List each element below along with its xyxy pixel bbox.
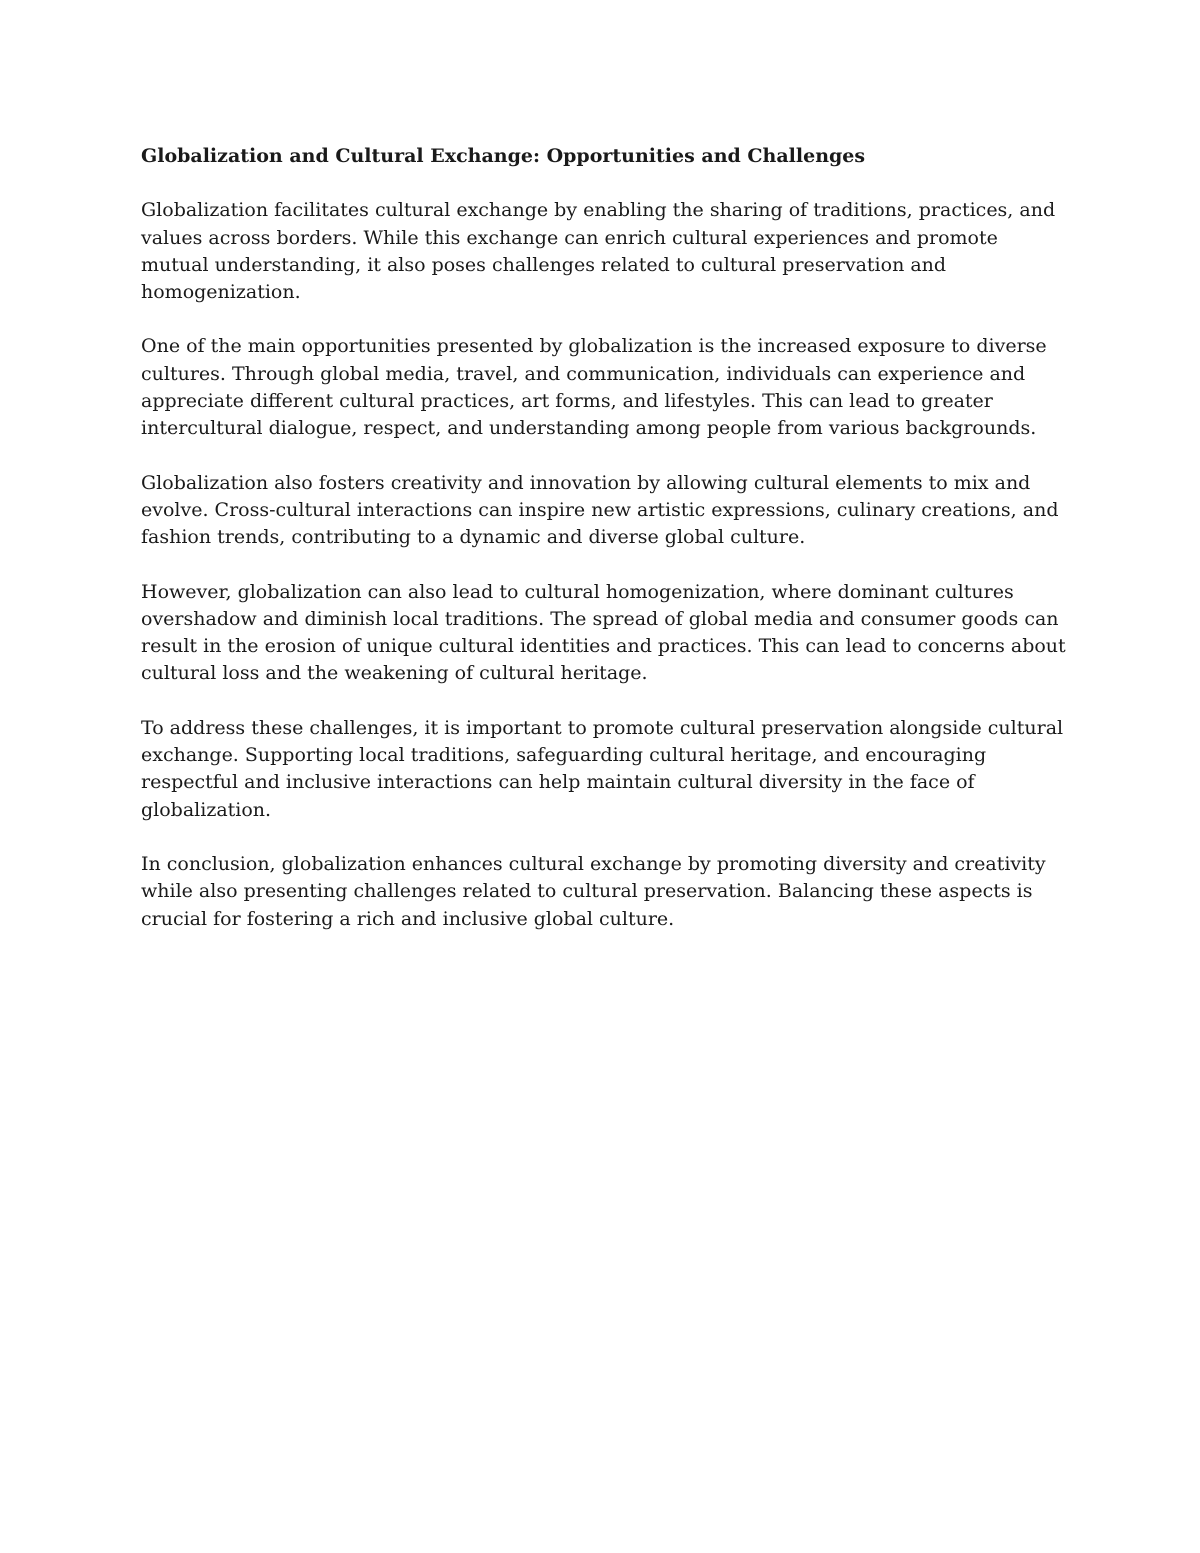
- paragraph-homogenization: However, globalization can also lead to cultural homogenization, where dominant cultures overshadow and diminish local traditions. The spread of global media and consumer goods can result in the erosion of unique cultural identities and practices. This can lead to concerns about cultural loss and the weakening of cultural heritage.: [141, 580, 1066, 685]
- paragraph-preservation: To address these challenges, it is important to promote cultural preservation alongside cultural exchange. Supporting local traditions, safeguarding cultural heritage, and encouraging respectful and inclusive interactions can help maintain cultural diversity in the face of globalization.: [141, 716, 1064, 821]
- paragraph-conclusion: In conclusion, globalization enhances cultural exchange by promoting diversity and creativity while also presenting challenges related to cultural preservation. Balancing these aspects is crucial for fostering a rich and inclusive global culture.: [141, 852, 1046, 930]
- paragraph-intro: Globalization facilitates cultural exchange by enabling the sharing of traditions, practices, and values across borders. While this exchange can enrich cultural experiences and promote mutual understanding, it also poses challenges related to cultural preservation and homogenization.: [141, 199, 1056, 304]
- paragraph-creativity: Globalization also fosters creativity and innovation by allowing cultural elements to mix and evolve. Cross-cultural interactions can inspire new artistic expressions, culinary creations, and fashion trends, contributing to a dynamic and diverse global culture.: [141, 471, 1059, 549]
- document-title: Globalization and Cultural Exchange: Opportunities and Challenges: [141, 145, 866, 167]
- paragraph-opportunities: One of the main opportunities presented by globalization is the increased exposure to diverse cultures. Through global media, travel, and communication, individuals can experience and appreciate different cultural practices, art forms, and lifestyles. This can lead to greater intercultural dialogue, respect, and understanding among people from various backgrounds.: [141, 335, 1047, 440]
- document-body: [141, 143, 1066, 960]
